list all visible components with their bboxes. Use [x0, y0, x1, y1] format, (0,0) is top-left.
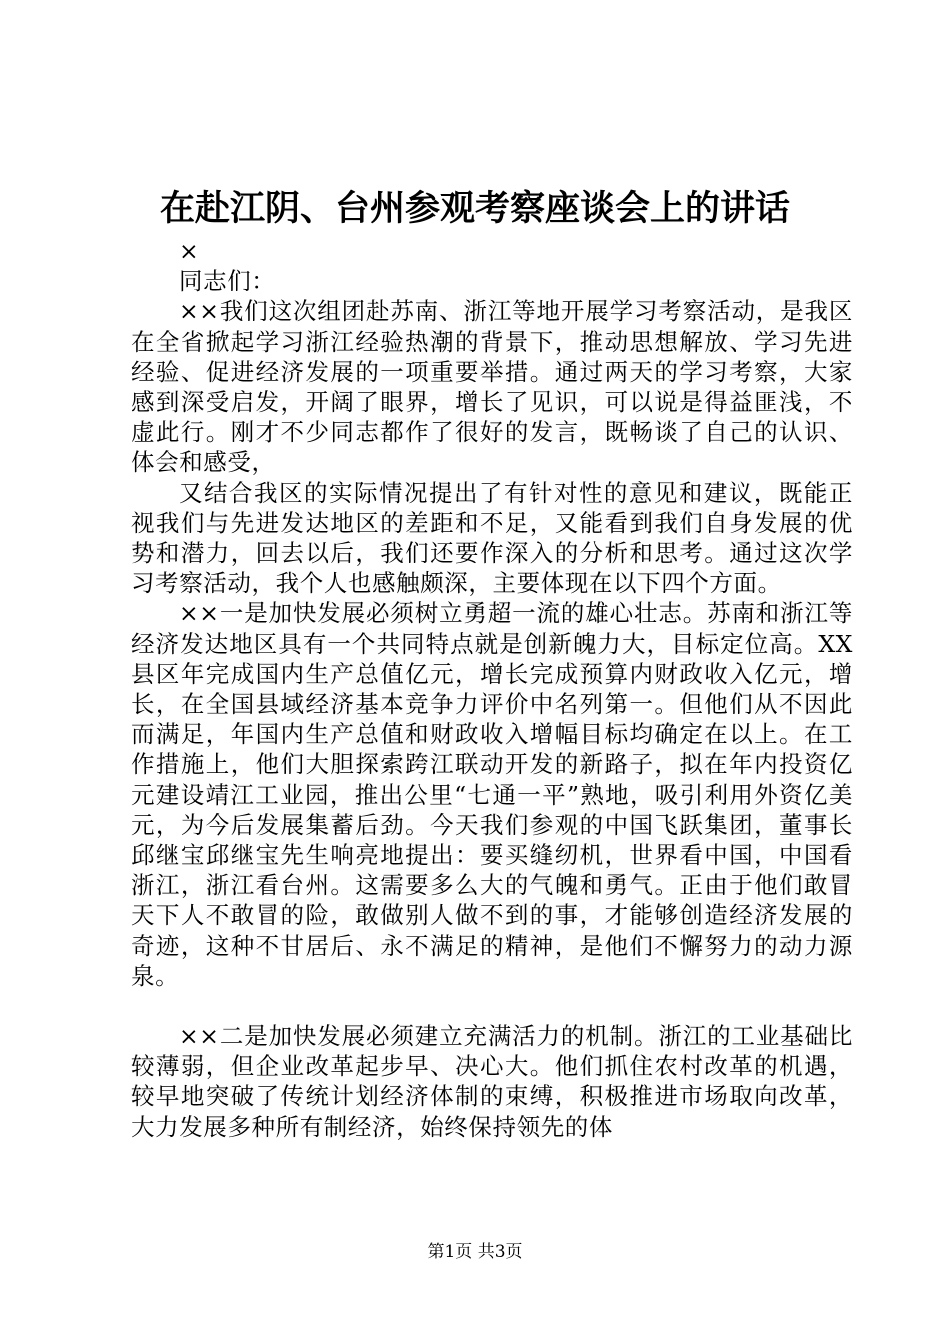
page-footer: 第1页 共3页: [427, 1242, 523, 1262]
salutation: 同志们：: [179, 267, 276, 296]
paragraph: ××二是加快发展必须建立充满活力的机制。浙江的工业基础比较薄弱，但企业改革起步早、决心大。他们抓住农村改革的机遇，较早地突破了传统计划经济体制的束缚，积极推进市场取向改革，大力发展多种所有制经济，始终保持领先的体: [131, 1022, 853, 1141]
document-body: [131, 236, 853, 1142]
paragraph: 又结合我区的实际情况提出了有针对性的意见和建议，既能正视我们与先进发达地区的差距和不足，又能看到我们自身发展的优势和潜力，回去以后，我们还要作深入的分析和思考。通过这次学习考察活动，我个人也感触颇深，主要体现在以下四个方面。: [131, 478, 853, 598]
paragraph: ××我们这次组团赴苏南、浙江等地开展学习考察活动，是我区在全省掀起学习浙江经验热潮的背景下，推动思想解放、学习先进经验、促进经济发展的一项重要举措。通过两天的学习考察，大家感到深受启发，开阔了眼界，增长了见识，可以说是得益匪浅，不虚此行。刚才不少同志都作了很好的发言，既畅谈了自己的认识、体会和感受，: [131, 297, 853, 477]
document-title: 在赴江阴、台州参观考察座谈会上的讲话: [159, 188, 790, 229]
paragraph: ××一是加快发展必须树立勇超一流的雄心壮志。苏南和浙江等经济发达地区具有一个共同特点就是创新魄力大，目标定位高。XX县区年完成国内生产总值亿元，增长完成预算内财政收入亿元，增长，在全国县域经济基本竞争力评价中名列第一。但他们从不因此而满足，年国内生产总值和财政收入增幅目标均确定在以上。在工作措施上，他们大胆探索跨江联动开发的新路子，拟在年内投资亿元建设靖江工业园，推出公里“七通一平”熟地，吸引利用外资亿美元，为今后发展集蓄后劲。今天我们参观的中国飞跃集团，董事长邱继宝邱继宝先生响亮地提出：要买缝纫机，世界看中国，中国看浙江，浙江看台州。这需要多么大的气魄和勇气。正由于他们敢冒天下人不敢冒的险，敢做别人做不到的事，才能够创造经济发展的奇迹，这种不甘居后、永不满足的精神，是他们不懈努力的动力源泉。: [131, 599, 853, 990]
author-mark: ×: [179, 237, 200, 265]
